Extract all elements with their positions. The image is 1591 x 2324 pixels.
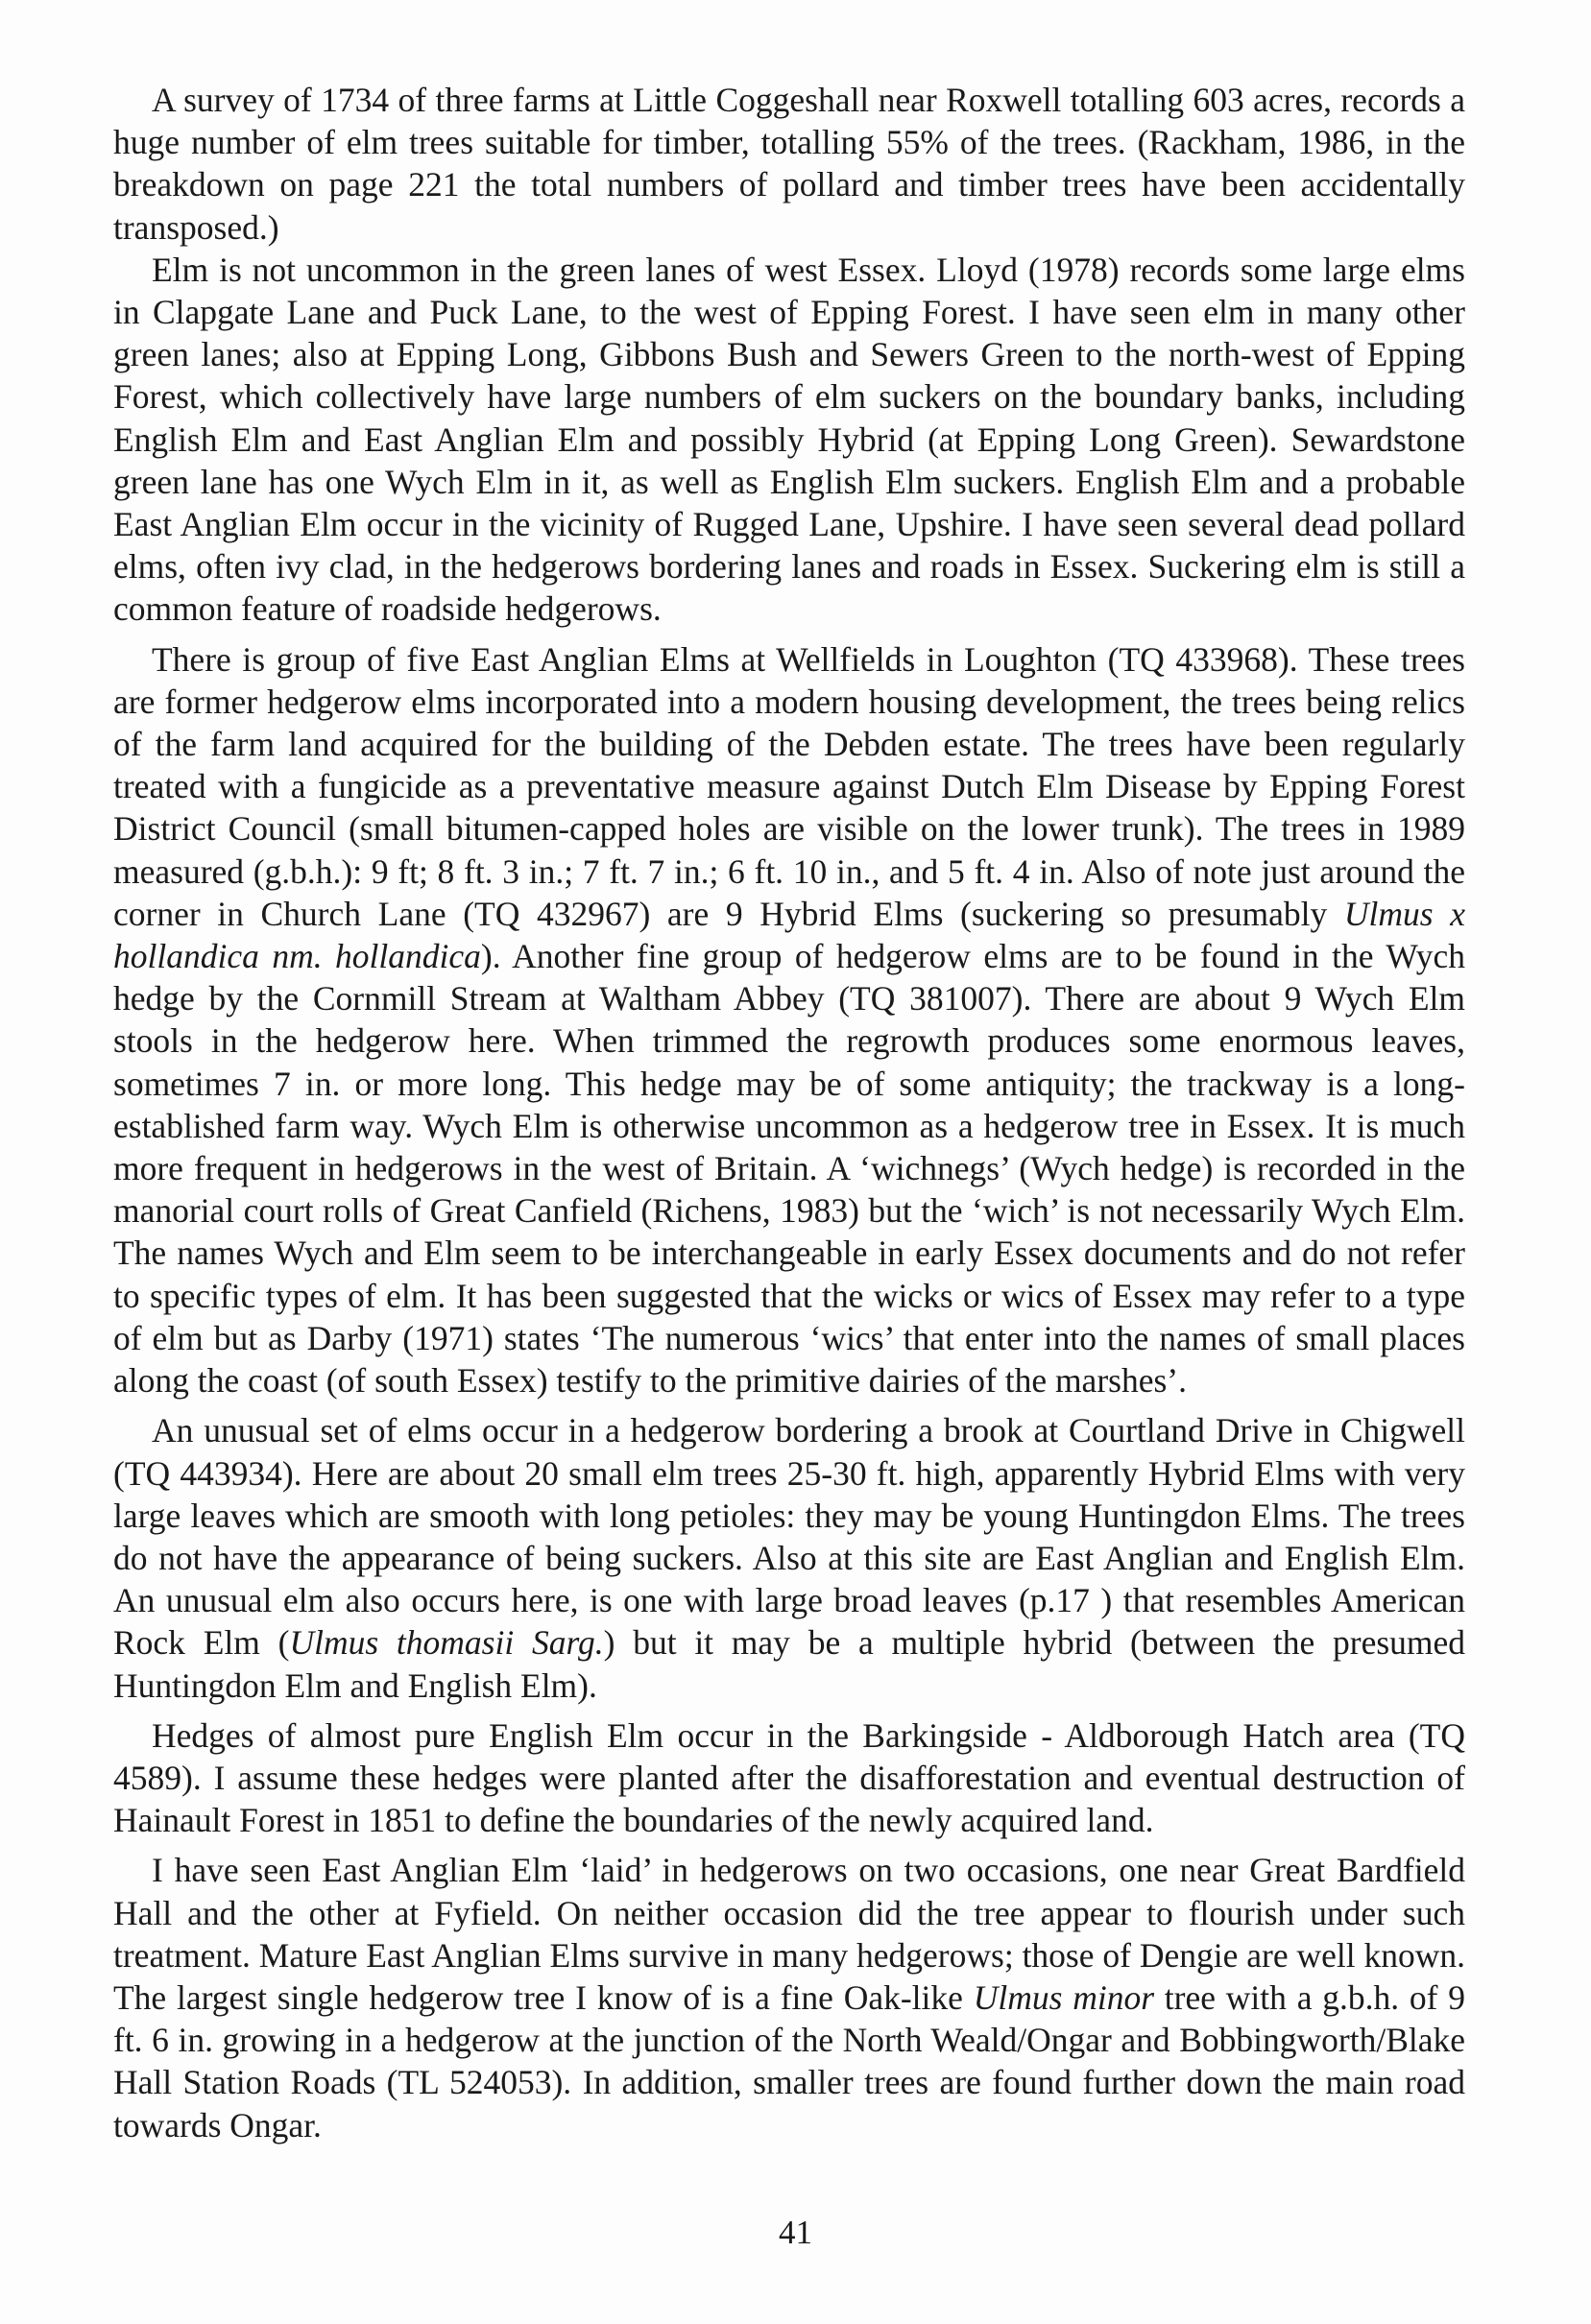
paragraph-text: A survey of 1734 of three farms at Little Coggeshall near Roxwell totalling 603 acres, records a huge number of elm trees suitable for timber, totalling 55% of the trees. (Rackham, 1986, in the breakdown on page 221 the total numbers of pollard and timber trees have been accidentally transposed.): [113, 81, 1465, 247]
paragraph-1: [113, 79, 1465, 249]
paragraph-text: ) but it may be a multiple hybrid (between the presumed Huntingdon Elm and English Elm).: [113, 1623, 1466, 1705]
species-name: Ulmus x hollandica nm. hollandica: [113, 894, 1465, 976]
paragraph-text: There is group of five East Anglian Elms at Wellfields in Loughton (TQ 433968). These trees are former hedgerow elms incorporated into a modern housing development, the trees being relics of the farm land acquired for the building of the Debden estate. The trees have been regularly treated with a fungicide as a preventative measure against Dutch Elm Disease by Epping Forest District Council (small bitumen-capped holes are visible on the lower trunk). The trees in 1989 measured (g.b.h.): 9 ft; 8 ft. 3 in.; 7 ft. 7 in.; 6 ft. 10 in., and 5 ft. 4 in. Also of note just around the corner in Church Lane (TQ 432967) are 9 Hybrid Elms (suckering so presumably: [113, 639, 1465, 933]
paragraph-text: Hedges of almost pure English Elm occur in the Barkingside - Aldborough Hatch area (TQ 4589). I assume these hedges were planted after the disafforestation and eventual destruction of Hainault Forest in 1851 to define the boundaries of the newly acquired land.: [113, 1715, 1465, 1840]
paragraph-5: [113, 1714, 1465, 1842]
paragraph-text: I have seen East Anglian Elm ‘laid’ in hedgerows on two occasions, one near Great Bardfield Hall and the other at Fyfield. On neither occasion did the tree appear to flourish under such treatment. Mature East Anglian Elms survive in many hedgerows; those of Dengie are well known. The largest single hedgerow tree I know of is a fine Oak-like: [113, 1851, 1465, 2017]
paragraph-text: ). Another fine group of hedgerow elms are to be found in the Wych hedge by the Cornmill Stream at Waltham Abbey (TQ 381007). There are about 9 Wych Elm stools in the hedgerow here. When trimmed the regrowth produces some enormous leaves, sometimes 7 in. or more long. This hedge may be of some antiquity; the trackway is a long-established farm way. Wych Elm is otherwise uncommon as a hedgerow tree in Essex. It is much more frequent in hedgerows in the west of Britain. A ‘wichnegs’ (Wych hedge) is recorded in the manorial court rolls of Great Canfield (Richens, 1983) but the ‘wich’ is not necessarily Wych Elm. The names Wych and Elm seem to be interchangeable in early Essex documents and do not refer to specific types of elm. It has been suggested that the wicks or wics of Essex may refer to a type of elm but as Darby (1971) states ‘The numerous ‘wics’ that enter into the names of small places along the coast (of south Essex) testify to the primitive dairies of the marshes’.: [113, 937, 1465, 1401]
paragraph-text: An unusual set of elms occur in a hedgerow bordering a brook at Courtland Drive in Chigwell (TQ 443934). Here are about 20 small elm trees 25-30 ft. high, apparently Hybrid Elms with very large leaves which are smooth with long petioles: they may be young Huntingdon Elms. The trees do not have the appearance of being suckers. Also at this site are East Anglian and English Elm. An unusual elm also occurs here, is one with large broad leaves (p.17 ) that resembles American Rock Elm (: [113, 1411, 1465, 1663]
paragraph-6: [113, 1849, 1465, 2145]
species-name: Ulmus minor: [973, 1977, 1155, 2017]
paragraph-3: [113, 638, 1465, 1402]
paragraph-text: Elm is not uncommon in the green lanes of west Essex. Lloyd (1978) records some large elms in Clapgate Lane and Puck Lane, to the west of Epping Forest. I have seen elm in many other green lanes; also at Epping Long, Gibbons Bush and Sewers Green to the north-west of Epping Forest, which collectively have large numbers of elm suckers on the boundary banks, including English Elm and East Anglian Elm and possibly Hybrid (at Epping Long Green). Sewardstone green lane has one Wych Elm in it, as well as English Elm suckers. English Elm and a probable East Anglian Elm occur in the vicinity of Rugged Lane, Upshire. I have seen several dead pollard elms, often ivy clad, in the hedgerows bordering lanes and roads in Essex. Suckering elm is still a common feature of roadside hedgerows.: [113, 250, 1465, 629]
paragraph-2: [113, 249, 1465, 631]
page-number: 41: [779, 2214, 812, 2251]
body-text: [113, 79, 1465, 2154]
paragraph-4: [113, 1409, 1465, 1706]
species-name: Ulmus thomasii Sarg.: [289, 1623, 604, 1663]
paragraph-text: tree with a g.b.h. of 9 ft. 6 in. growing in a hedgerow at the junction of the North Weald/Ongar and Bobbingworth/Blake Hall Station Roads (TL 524053). In addition, smaller trees are found further down the main road towards Ongar.: [113, 1977, 1466, 2144]
